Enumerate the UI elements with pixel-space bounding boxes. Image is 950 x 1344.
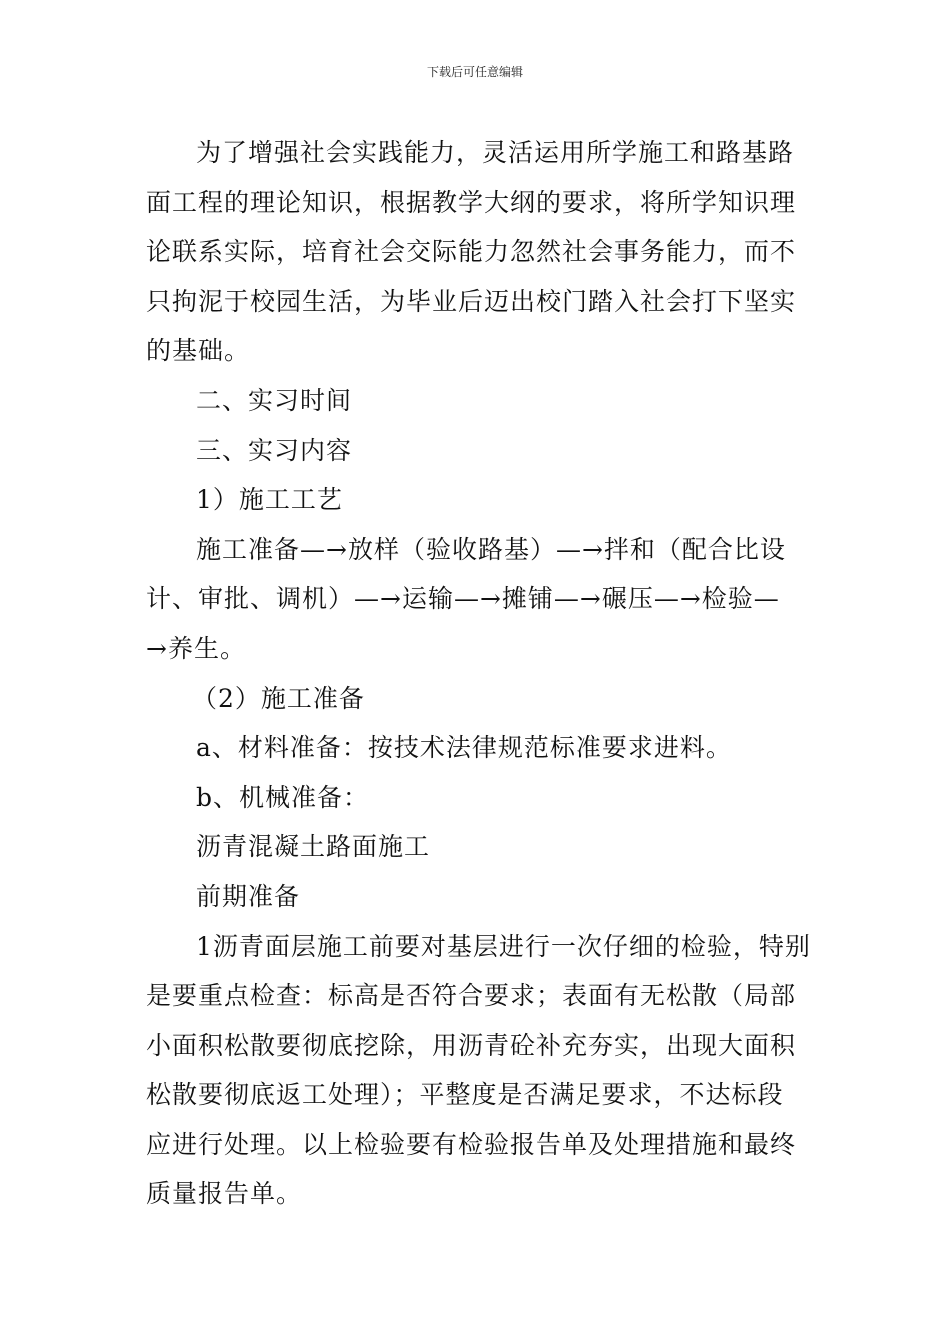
- list-item-machinery: b、机械准备：: [196, 782, 370, 812]
- paragraph-line: 1沥青面层施工前要对基层进行一次仔细的检验，特别: [196, 931, 811, 961]
- document-body: [146, 128, 810, 1219]
- paragraph-line: 的基础。: [146, 336, 251, 366]
- subheading-process: 1）施工工艺: [196, 485, 343, 515]
- paragraph-line: 论联系实际，培育社会交际能力忽然社会事务能力，而不: [146, 237, 797, 267]
- list-item-material: a、材料准备：按技术法律规范标准要求进料。: [196, 733, 732, 763]
- page-header: 下载后可任意编辑: [426, 65, 523, 79]
- section-heading-content: 三、实习内容: [196, 435, 353, 465]
- subheading-early-prep: 前期准备: [196, 881, 301, 911]
- paragraph-line: 松散要彻底返工处理）；平整度是否满足要求，不达标段: [146, 1080, 784, 1110]
- paragraph-line: 质量报告单。: [146, 1179, 303, 1209]
- paragraph-line: 小面积松散要彻底挖除，用沥青砼补充夯实，出现大面积: [146, 1030, 797, 1060]
- paragraph-line: 只拘泥于校园生活，为毕业后迈出校门踏入社会打下坚实: [146, 286, 797, 316]
- paragraph-line: 施工准备—→放样（验收路基）—→拌和（配合比设: [196, 534, 786, 564]
- paragraph-line: 应进行处理。以上检验要有检验报告单及处理措施和最终: [146, 1129, 797, 1159]
- subheading-preparation: （2）施工准备: [192, 683, 365, 713]
- paragraph-line: 计、审批、调机）—→运输—→摊铺—→碾压—→检验—: [146, 584, 780, 614]
- paragraph-line: 为了增强社会实践能力，灵活运用所学施工和路基路: [196, 138, 795, 167]
- subheading-asphalt: 沥青混凝土路面施工: [196, 832, 431, 862]
- paragraph-line: 面工程的理论知识，根据教学大纲的要求，将所学知识理: [146, 187, 797, 217]
- paragraph-line: →养生。: [146, 633, 246, 663]
- paragraph-line: 是要重点检查：标高是否符合要求；表面有无松散（局部: [146, 981, 797, 1011]
- section-heading-time: 二、实习时间: [196, 385, 353, 415]
